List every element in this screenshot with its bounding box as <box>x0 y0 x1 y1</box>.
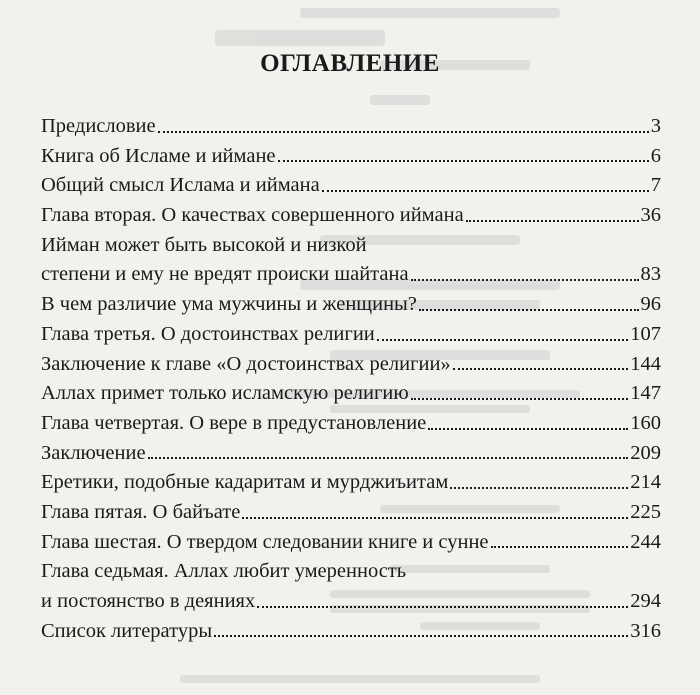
toc-entry-title: и постоянство в деяниях <box>41 590 256 612</box>
toc-page-number: 294 <box>630 590 661 612</box>
toc-entry-line <box>41 201 661 231</box>
toc-entry-title: Предисловие <box>41 115 156 137</box>
toc-entry-title: Аллах примет только исламскую религию <box>41 382 409 405</box>
toc-entry-title: Глава четвертая. О вере в предустановление <box>41 411 427 434</box>
toc-entry-title: Ийман может быть высокой и низкой <box>41 233 367 256</box>
toc-entry-title: Еретики, подобные кадаритам и мурджиъитам <box>41 471 449 494</box>
toc-entry-line <box>41 468 661 498</box>
dot-leader <box>453 368 629 370</box>
page-title: ОГЛАВЛЕНИЕ <box>260 50 440 77</box>
dot-leader <box>322 190 649 192</box>
toc-entry-line <box>41 587 661 617</box>
toc-entry-line <box>41 439 661 469</box>
dot-leader <box>491 546 629 548</box>
toc-entry-title: Книга об Исламе и иймане <box>41 144 276 167</box>
dot-leader <box>411 398 629 400</box>
dot-leader <box>377 339 628 341</box>
toc-entry-title: Список литературы <box>41 619 213 642</box>
toc-page-number: 160 <box>630 411 661 434</box>
table-of-contents <box>41 112 661 646</box>
dot-leader <box>278 160 649 162</box>
toc-entry-title: Глава третья. О достоинствах религии <box>41 322 375 345</box>
toc-page-number: 7 <box>650 174 661 197</box>
toc-entry-line <box>41 290 661 320</box>
toc-page-number: 36 <box>640 204 661 227</box>
toc-entry-line <box>41 320 661 350</box>
toc-entry-title: Заключение к главе «О достоинствах религии» <box>41 352 451 375</box>
toc-entry-title: Глава седьмая. Аллах любит умеренность <box>41 560 407 583</box>
toc-page-number: 244 <box>630 530 661 553</box>
toc-page-number: 96 <box>640 293 661 316</box>
toc-page-number: 147 <box>630 382 661 405</box>
toc-entry-line <box>41 557 661 587</box>
dot-leader <box>148 457 629 459</box>
toc-page-number: 107 <box>630 322 661 345</box>
toc-page-number: 144 <box>630 352 661 375</box>
toc-entry-title: Заключение <box>41 441 146 464</box>
dot-leader <box>419 309 639 311</box>
toc-page-number: 6 <box>650 144 661 167</box>
toc-page-number: 83 <box>640 263 661 286</box>
toc-page-number: 3 <box>650 115 661 137</box>
toc-entry-line <box>41 409 661 439</box>
dot-leader <box>428 428 628 430</box>
toc-entry-line <box>41 142 661 172</box>
toc-entry-line <box>41 112 661 142</box>
toc-entry-line <box>41 260 661 290</box>
toc-entry-title: Глава вторая. О качествах совершенного иймана <box>41 204 464 227</box>
dot-leader <box>158 131 649 133</box>
toc-page-number: 209 <box>630 441 661 464</box>
dot-leader <box>257 606 628 608</box>
toc-entry-line <box>41 498 661 528</box>
toc-entry-title: В чем различие ума мужчины и женщины? <box>41 293 417 316</box>
toc-entry-line <box>41 528 661 558</box>
toc-entry-line <box>41 231 661 261</box>
toc-page-number: 214 <box>630 471 661 494</box>
dot-leader <box>214 635 628 637</box>
dot-leader <box>466 220 639 222</box>
dot-leader <box>411 279 639 281</box>
dot-leader <box>450 487 628 489</box>
toc-entry-title: Глава шестая. О твердом следовании книге и сунне <box>41 530 489 553</box>
toc-entry-line <box>41 350 661 380</box>
toc-entry-line <box>41 379 661 409</box>
toc-entry-title: степени и ему не вредят происки шайтана <box>41 263 409 286</box>
toc-entry-title: Глава пятая. О байъате <box>41 500 241 523</box>
toc-entry-title: Общий смысл Ислама и иймана <box>41 174 320 197</box>
toc-page-number: 316 <box>630 619 661 642</box>
dot-leader <box>242 517 628 519</box>
toc-page-number: 225 <box>630 500 661 523</box>
toc-entry-line <box>41 171 661 201</box>
toc-entry-line <box>41 617 661 647</box>
